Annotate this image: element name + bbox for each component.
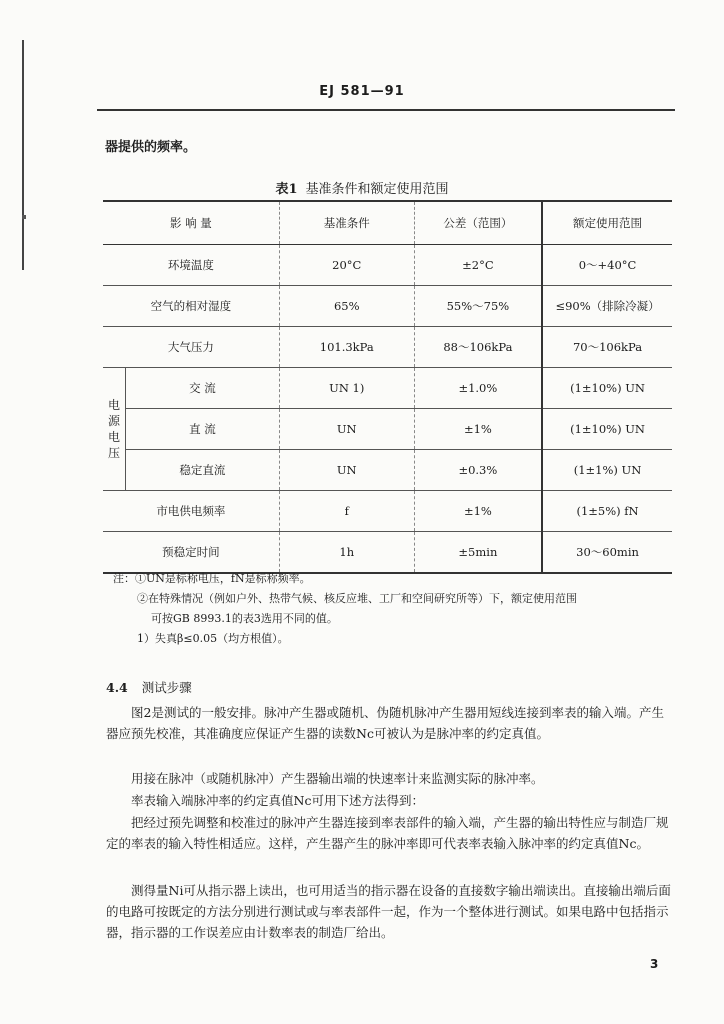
row-reference: 101.3kPa xyxy=(279,327,414,368)
row-name: 大气压力 xyxy=(103,327,279,368)
col-header-tolerance: 公差（范围） xyxy=(414,201,542,245)
table-row xyxy=(103,245,672,286)
row-reference: UN 1) xyxy=(279,368,414,409)
paragraph-1: 图2是测试的一般安排。脉冲产生器或随机、伪随机脉冲产生器用短线连接到率表的输入端。产生器应预先校准，其准确度应保证产生器的读数Nc可被认为是脉冲率的约定真值。 xyxy=(106,705,664,741)
table-notes xyxy=(113,569,577,649)
row-tolerance: ±1.0% xyxy=(414,368,542,409)
row-range: (1±5%) fN xyxy=(542,491,672,532)
row-range: ≤90%（排除冷凝） xyxy=(542,286,672,327)
row-reference: 1h xyxy=(279,532,414,574)
row-tolerance: ±5min xyxy=(414,532,542,574)
table-row xyxy=(103,409,672,450)
note-2: ②在特殊情况（例如户外、热带气候、核反应堆、工厂和空间研究所等）下，额定使用范围 xyxy=(137,592,577,605)
continuation-text: 器提供的频率。 xyxy=(105,140,197,155)
row-name: 环境温度 xyxy=(103,245,279,286)
row-name: 市电供电频率 xyxy=(103,491,279,532)
note-2-cont: 可按GB 8993.1的表3选用不同的值。 xyxy=(151,612,338,625)
row-tolerance: ±1% xyxy=(414,409,542,450)
row-tolerance: ±1% xyxy=(414,491,542,532)
table-number: 表1 xyxy=(275,182,298,197)
paragraph-2: 用接在脉冲（或随机脉冲）产生器输出端的快速率计来监测实际的脉冲率。 xyxy=(131,771,544,786)
row-name: 稳定直流 xyxy=(125,450,279,491)
row-reference: f xyxy=(279,491,414,532)
col-header-reference: 基准条件 xyxy=(279,201,414,245)
section-title: 测试步骤 xyxy=(141,680,192,695)
margin-line xyxy=(22,40,24,270)
row-name: 预稳定时间 xyxy=(103,532,279,574)
row-range: 30～60min xyxy=(542,532,672,574)
document-code: EJ 581—91 xyxy=(319,84,405,99)
page-number: 3 xyxy=(650,957,659,971)
table-title xyxy=(0,178,724,197)
section-number: 4.4 xyxy=(106,680,128,695)
row-range: 70～106kPa xyxy=(542,327,672,368)
table-row xyxy=(103,532,672,574)
section-heading xyxy=(106,678,192,696)
row-name: 空气的相对湿度 xyxy=(103,286,279,327)
row-reference: UN xyxy=(279,450,414,491)
row-range: (1±1%) UN xyxy=(542,450,672,491)
table-row xyxy=(103,286,672,327)
note-footnote-1: 1）失真β≤0.05（均方根值）。 xyxy=(137,632,289,645)
row-tolerance: ±2°C xyxy=(414,245,542,286)
col-header-range: 额定使用范围 xyxy=(542,201,672,245)
note-1: 注：①UN是标称电压，fN是标称频率。 xyxy=(113,572,311,585)
row-tolerance: ±0.3% xyxy=(414,450,542,491)
row-reference: 20°C xyxy=(279,245,414,286)
row-tolerance: 55%～75% xyxy=(414,286,542,327)
table-header-row xyxy=(103,201,672,245)
paragraph-5: 测得量Ni可从指示器上读出，也可用适当的指示器在设备的直接数字输出端读出。直接输出端后面的电路可按既定的方法分别进行测试或与率表部件一起，作为一个整体进行测试。如果电路中包括指示器，指示器的工作误差应由计数率表的制造厂给出。 xyxy=(106,883,671,940)
table-row xyxy=(103,327,672,368)
table-row xyxy=(103,491,672,532)
row-range: 0～+40°C xyxy=(542,245,672,286)
row-tolerance: 88～106kPa xyxy=(414,327,542,368)
paragraph-3: 率表输入端脉冲率的约定真值Nc可用下述方法得到： xyxy=(131,793,424,808)
reference-conditions-table xyxy=(103,200,672,574)
table-row xyxy=(103,450,672,491)
table-title-text: 基准条件和额定使用范围 xyxy=(305,182,449,197)
row-reference: UN xyxy=(279,409,414,450)
row-name: 交 流 xyxy=(125,368,279,409)
paragraph-4: 把经过预先调整和校准过的脉冲产生器连接到率表部件的输入端，产生器的输出特性应与制造厂规定的率表的输入特性相适应。这样，产生器产生的脉冲率即可代表率表输入脉冲率的约定真值Nc。 xyxy=(106,815,669,851)
header-rule xyxy=(97,109,675,111)
row-name: 直 流 xyxy=(125,409,279,450)
power-voltage-group-label: 电源电压 xyxy=(103,368,125,491)
table-row xyxy=(103,368,672,409)
row-reference: 65% xyxy=(279,286,414,327)
margin-mark xyxy=(22,215,26,219)
row-range: (1±10%) UN xyxy=(542,409,672,450)
col-header-quantity: 影 响 量 xyxy=(103,201,279,245)
row-range: (1±10%) UN xyxy=(542,368,672,409)
